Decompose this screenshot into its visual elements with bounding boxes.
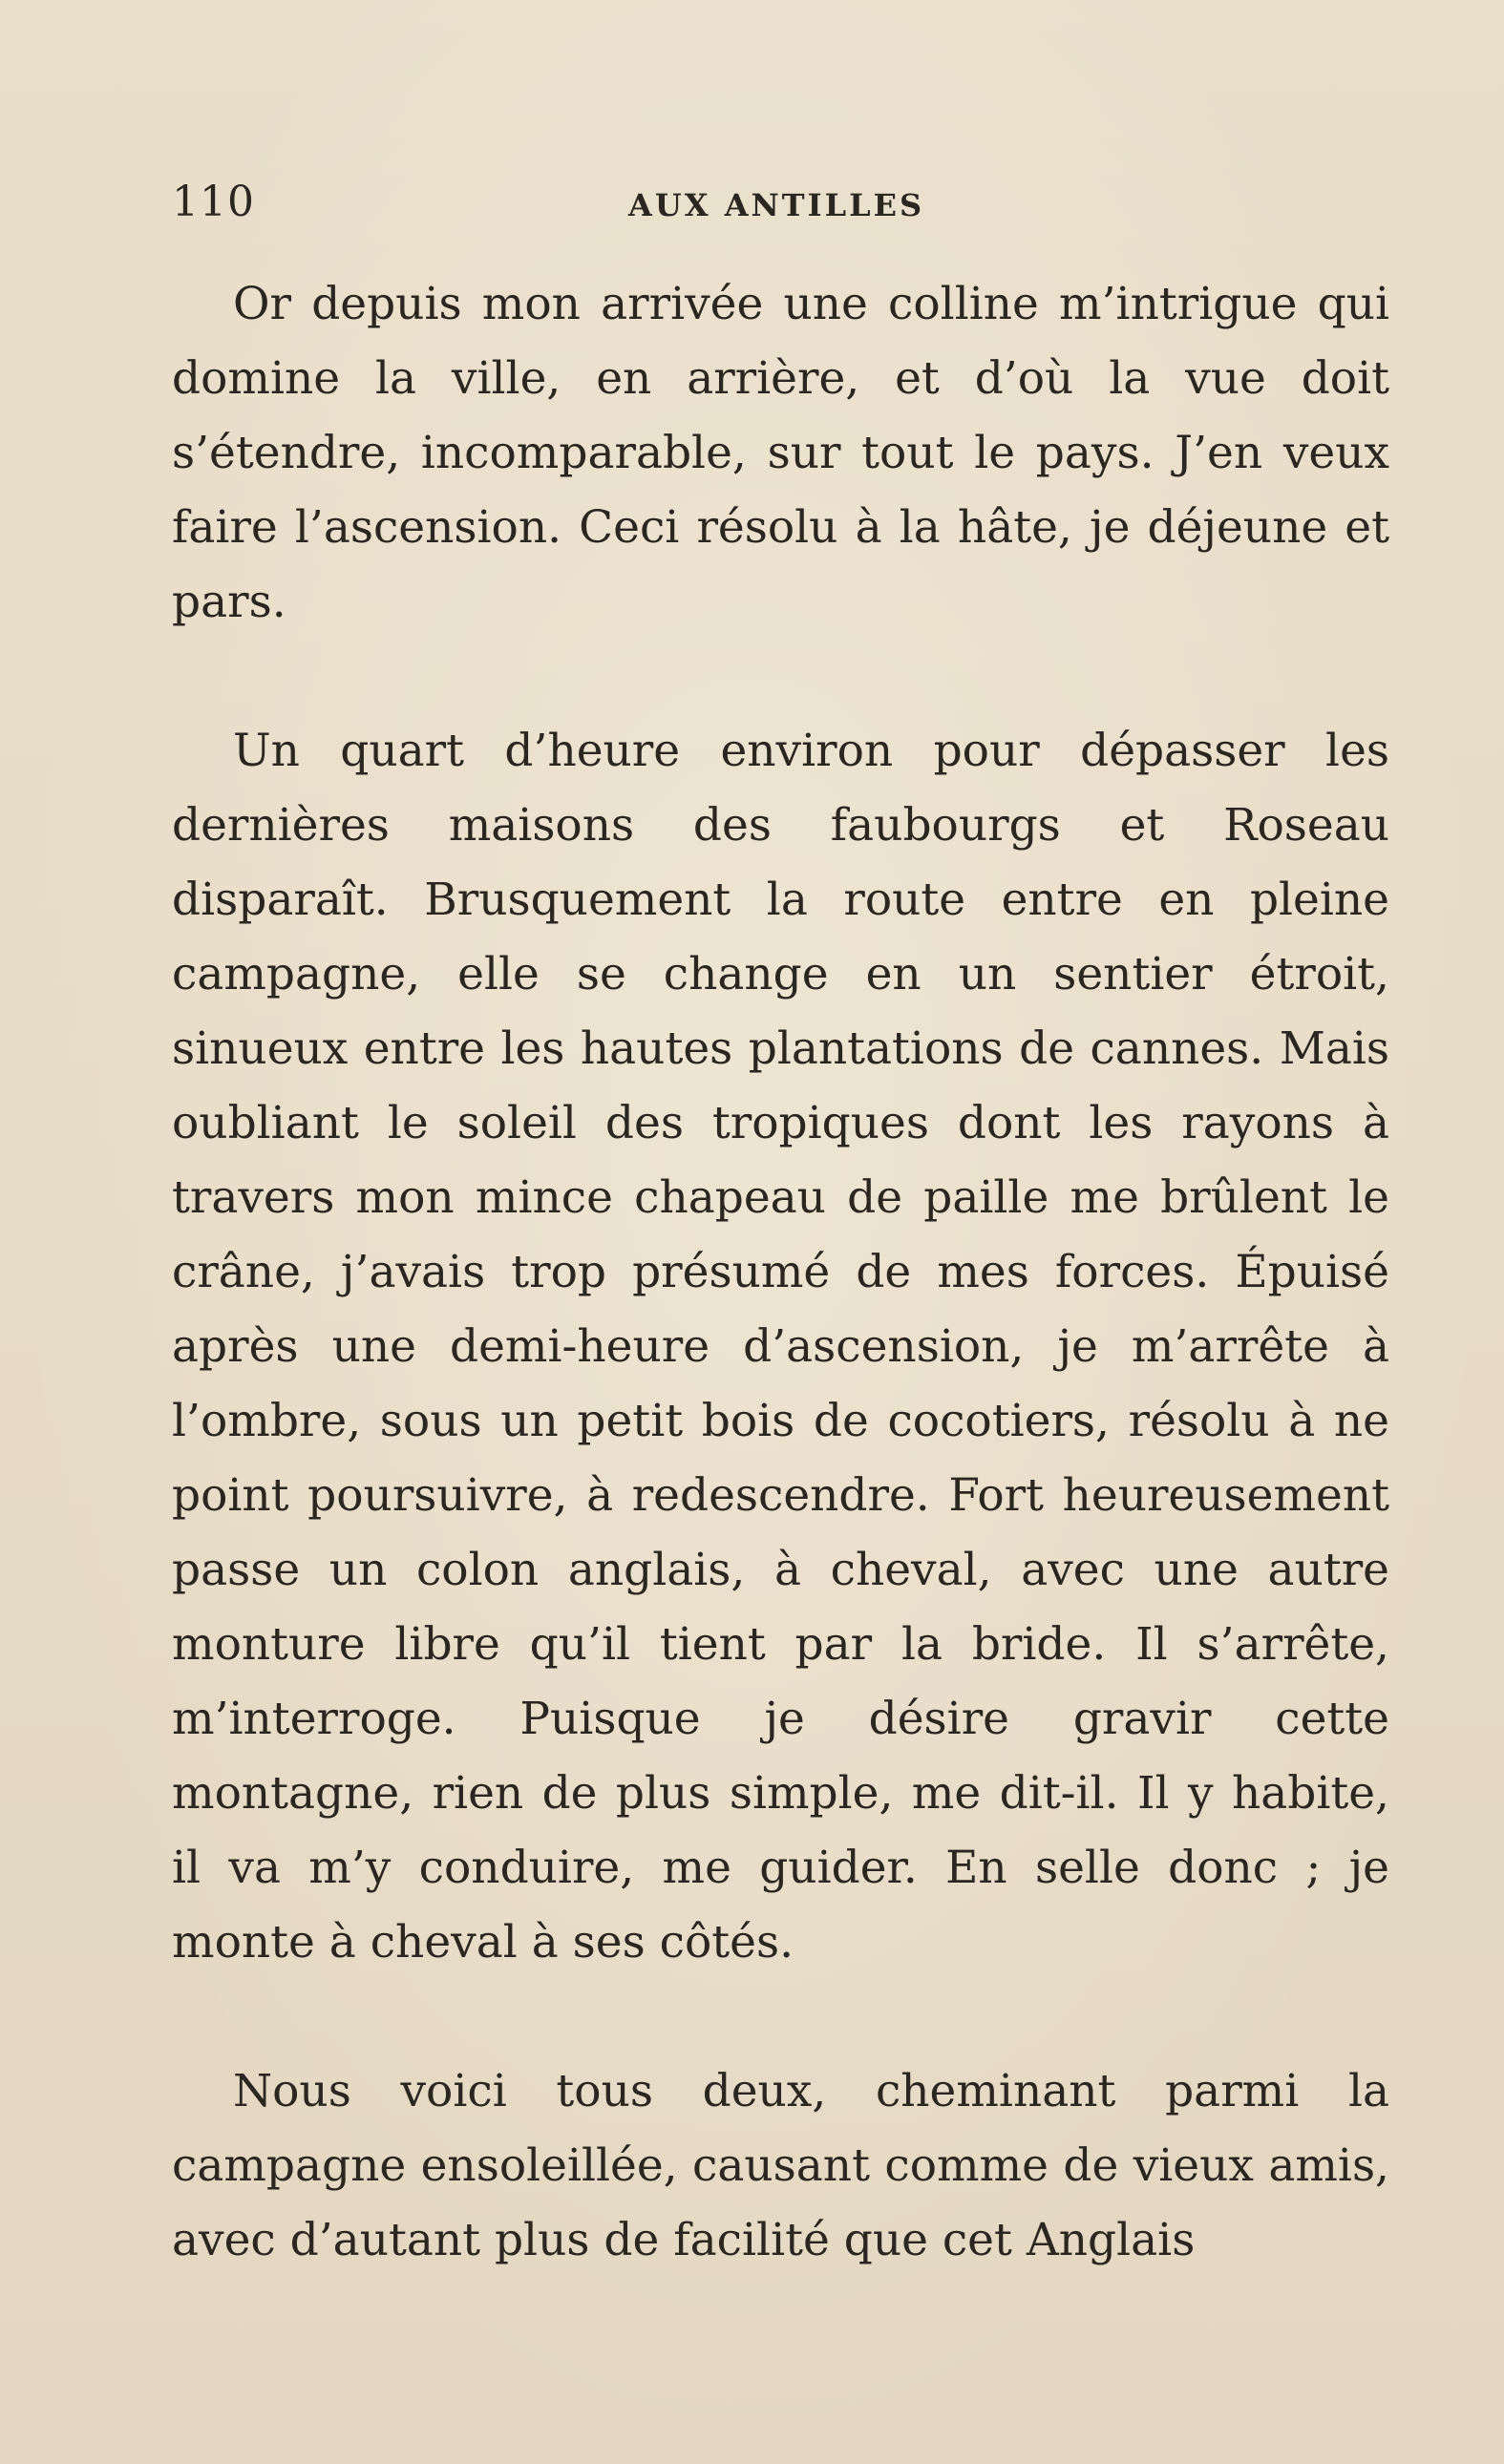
running-head [172,178,1389,235]
running-title: AUX ANTILLES [628,187,925,223]
paragraph-2: Un quart d’heure environ pour dépasser les dernières maisons des faubourgs et Roseau disparaît. Brusquement la route entre en pleine campagne, elle se change en un sentier étroit, sinueux entre les hautes plantations de cannes. Mais oubliant le soleil des tropiques dont les rayons à travers mon mince chapeau de paille me brûlent le crâne, j’avais trop présumé de mes forces. Épuisé après une demi-heure d’ascension, je m’arrête à l’ombre, sous un petit bois de cocotiers, résolu à ne point poursuivre, à redescendre. Fort heureusement passe un colon anglais, à cheval, avec une autre monture libre qu’il tient par la bride. Il s’arrête, m’interroge. Puisque je désire gravir cette montagne, rien de plus simple, me dit-il. Il y habite, il va m’y conduire, me guider. En selle donc ; je monte à cheval à ses côtés. [172,725,1389,1969]
page-number: 110 [172,178,255,226]
text-body [172,267,1389,2278]
paragraph-1: Or depuis mon arrivée une colline m’intrigue qui domine la ville, en arrière, et d’où la vue doit s’étendre, incomparable, sur tout le pays. J’en veux faire l’ascension. Ceci résolu à la hâte, je déjeune et pars. [172,278,1389,628]
paragraph-3: Nous voici tous deux, cheminant parmi la campagne ensoleillée, causant comme de vieux amis, avec d’autant plus de facilité que cet Anglais [172,2065,1389,2266]
